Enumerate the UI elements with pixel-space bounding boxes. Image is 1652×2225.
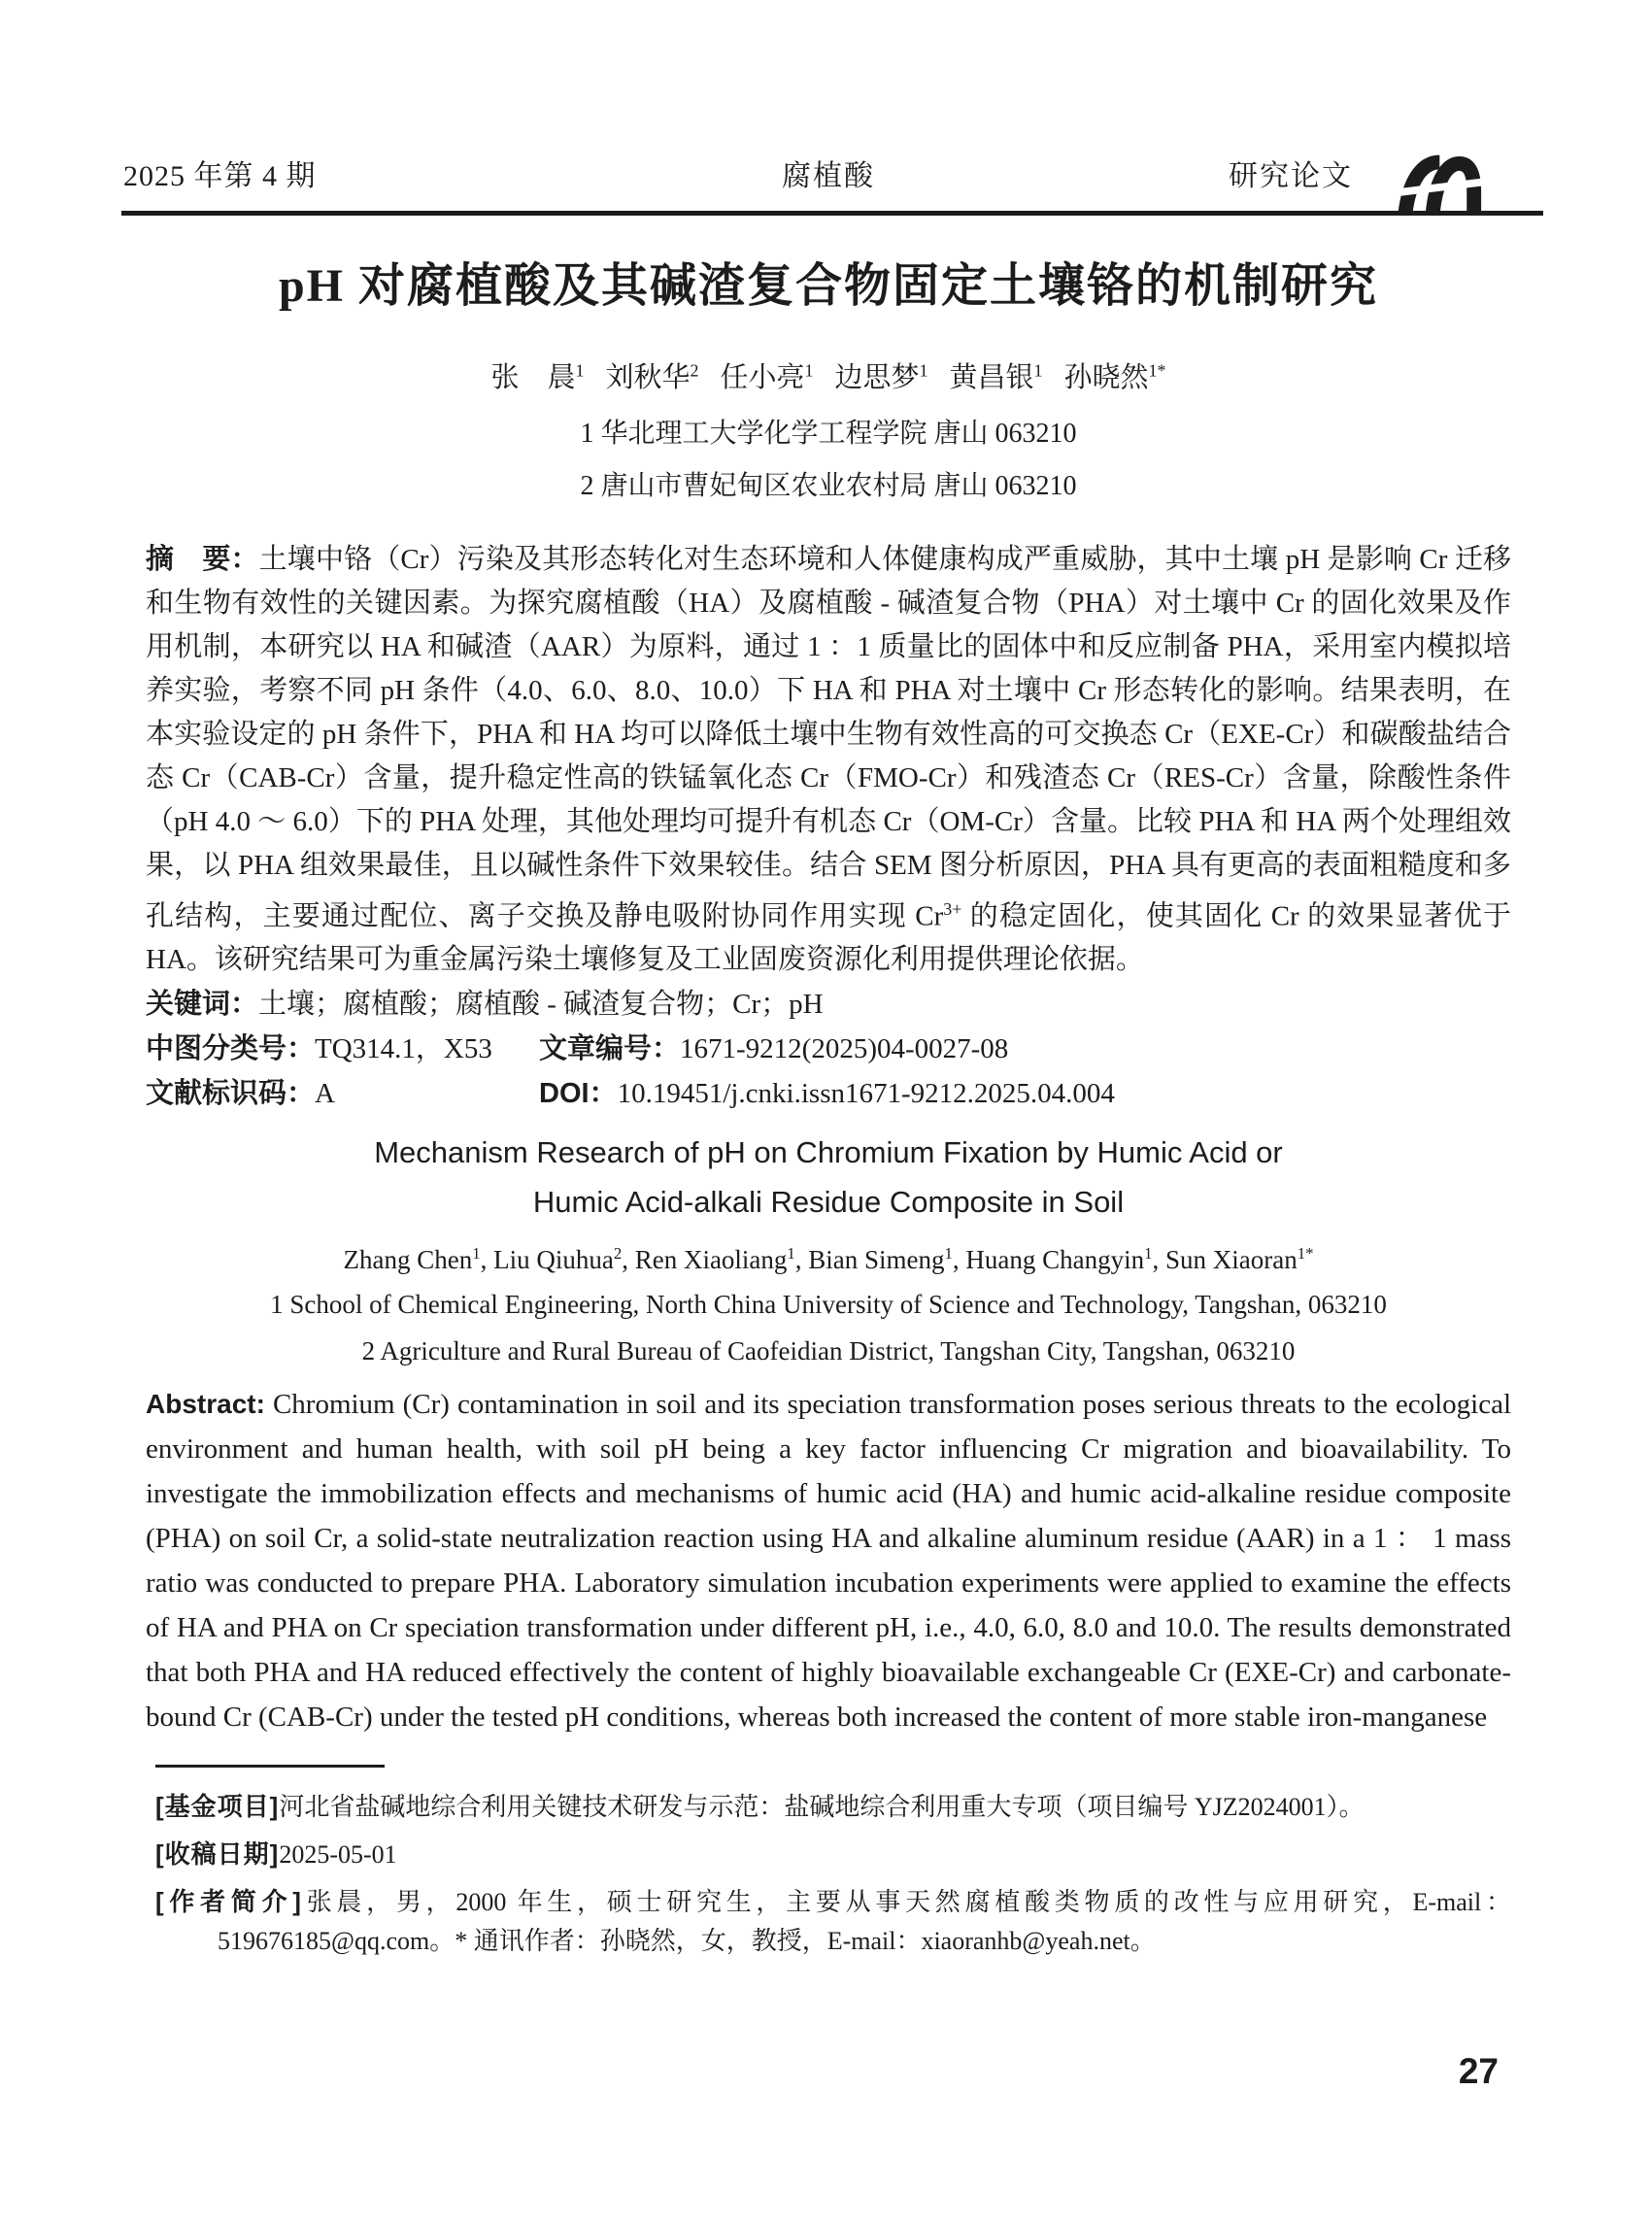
author-affil-sup: 1	[1144, 1244, 1153, 1264]
journal-logo-icon	[1396, 153, 1485, 216]
author-cn	[950, 362, 1043, 393]
author-en	[635, 1245, 809, 1274]
author-name: 孙晓然	[1063, 361, 1149, 393]
author-affil-sup: 1	[472, 1244, 481, 1264]
author-en	[1165, 1245, 1313, 1274]
footnote-fund	[155, 1787, 1511, 1827]
doi-label: DOI：	[539, 1078, 618, 1110]
abstract-cn	[146, 538, 1511, 983]
keywords-line	[146, 982, 1511, 1027]
article-body	[146, 233, 1511, 1969]
header-rule	[121, 211, 1543, 216]
authors-en	[146, 1232, 1511, 1281]
author-affil-sup: 1	[804, 360, 814, 380]
author-affil-sup: 1	[575, 360, 585, 380]
author-separator: ,	[952, 1245, 966, 1275]
paper-title-en	[146, 1128, 1511, 1227]
author-affil-sup: 1	[1033, 360, 1043, 380]
affiliation-cn-1: 1 华北理工大学化学工程学院 唐山 063210	[580, 418, 1077, 449]
author-cn	[606, 362, 699, 393]
clc-label: 中图分类号：	[146, 1033, 316, 1065]
doc-code-label: 文献标识码：	[146, 1078, 316, 1110]
clc-group	[146, 1027, 539, 1071]
title-en-line1: Mechanism Research of pH on Chromium Fixation by Humic Acid or	[374, 1135, 1283, 1170]
abstract-cn-text-1: 土壤中铬（Cr）污染及其形态转化对生态环境和人体健康构成严重威胁，其中土壤 pH 是影响 Cr 迁移和生物有效性的关键因素。为探究腐植酸（HA）及腐植酸 - 碱渣复合物（PHA）对土壤中 Cr 的固化效果及作用机制，本研究以 HA 和碱渣（AAR）为原料，通过 1 ：1 质量比的固体中和反应制备 PHA，采用室内模拟培养实验，考察不同 pH 条件（4.0、6.0、8.0、10.0）下 HA 和 PHA 对土壤中 Cr 形态转化的影响。结果表明，在本实验设定的 pH 条件下，PHA 和 HA 均可以降低土壤中生物有效性高的可交换态 Cr（EXE-Cr）和碳酸盐结合态 Cr（CAB-Cr）含量，提升稳定性高的铁锰氧化态 Cr（FMO-Cr）和残渣态 Cr（RES-Cr）含量，除酸性条件（pH 4.0 ～ 6.0）下的 PHA 处理，其他处理均可提升有机态 Cr（OM-Cr）含量。比较 PHA 和 HA 两个处理组效果，以 PHA 组效果最佳，且以碱性条件下效果较佳。结合 SEM 图分析原因，PHA 具有更高的表面粗糙度和多孔结构，主要通过配位、离子交换及静电吸附协同作用实现 Cr	[146, 543, 1511, 932]
author-en	[808, 1245, 965, 1274]
author-name: Bian Simeng	[808, 1245, 945, 1275]
abstract-cn-label: 摘 要：	[146, 543, 259, 575]
keywords-label: 关键词：	[146, 989, 259, 1021]
author-affil-sup: 2	[613, 1244, 623, 1264]
author-separator: ,	[1152, 1245, 1166, 1275]
footnote-divider	[155, 1765, 385, 1768]
abstract-en-label: Abstract:	[146, 1389, 265, 1420]
author-name: 刘秋华	[605, 361, 691, 393]
author-separator: ,	[622, 1245, 635, 1275]
footnote-bio-text: 张晨，男，2000 年生，硕士研究生，主要从事天然腐植酸类物质的改性与应用研究，E-mail：519676185@qq.com。* 通讯作者：孙晓然，女，教授，E-mail：xiaoranhb@yeah.net。	[218, 1888, 1511, 1956]
author-name: 边思梦	[834, 361, 920, 393]
authors-cn	[146, 350, 1511, 398]
footnote-fund-label: [基金项目]	[155, 1792, 280, 1822]
doi-group	[539, 1078, 1115, 1109]
affiliation-en-1: 1 School of Chemical Engineering, North China University of Science and Technology, Tangshan, 063210	[270, 1290, 1387, 1320]
abstract-en-text: Chromium (Cr) contamination in soil and its speciation transformation poses serious threats to the ecological environment and human health, with soil pH being a key factor influencing Cr migration and bioavailability. To investigate the immobilization effects and mechanisms of humic acid (HA) and humic acid-alkaline residue composite (PHA) on soil Cr, a solid-state neutralization reaction using HA and alkaline aluminum residue (AAR) in a 1 ： 1 mass ratio was conducted to prepare PHA. Laboratory simulation incubation experiments were applied to examine the effects of HA and PHA on Cr speciation transformation under different pH, i.e., 4.0, 6.0, 8.0 and 10.0. The results demonstrated that both PHA and HA reduced effectively the content of highly bioavailable exchangeable Cr (EXE-Cr) and carbonate-bound Cr (CAB-Cr) under the tested pH conditions, whereas both increased the content of more stable iron-manganese	[146, 1389, 1511, 1734]
article-id-group	[539, 1033, 1008, 1064]
author-affil-sup: 1*	[1148, 360, 1166, 380]
footnote-received-date	[155, 1835, 1511, 1874]
author-name: 任小亮	[720, 361, 805, 393]
keywords-text: 土壤；腐植酸；腐植酸 - 碱渣复合物；Cr；pH	[258, 989, 824, 1021]
affiliation-en-2: 2 Agriculture and Rural Bureau of Caofeidian District, Tangshan City, Tangshan, 063210	[361, 1336, 1296, 1366]
doi-value: 10.19451/j.cnki.issn1671-9212.2025.04.004	[617, 1078, 1115, 1110]
doc-code-group	[146, 1071, 539, 1116]
author-name: Sun Xiaoran	[1165, 1245, 1298, 1275]
section-label: 研究论文	[1229, 160, 1353, 192]
author-name: Huang Changyin	[965, 1245, 1145, 1275]
article-id-label: 文章编号：	[539, 1033, 681, 1065]
footnote-author-bio	[155, 1882, 1511, 1961]
page-number: 27	[1458, 2051, 1499, 2091]
abstract-cn-text-2: 的稳定固化，使其固化 Cr 的效果显著优于 HA。该研究结果可为重金属污染土壤修复及工业固废资源化利用提供理论依据。	[146, 900, 1511, 976]
abstract-en	[146, 1382, 1511, 1739]
author-affil-sup: 1	[919, 360, 928, 380]
author-affil-sup: 1*	[1297, 1244, 1314, 1264]
clc-line	[146, 1027, 1511, 1071]
author-name: Ren Xiaoliang	[634, 1245, 788, 1275]
author-en	[343, 1245, 493, 1274]
affiliations-cn	[146, 408, 1511, 513]
footnote-received-label: [收稿日期]	[155, 1839, 280, 1870]
clc-value: TQ314.1，X53	[315, 1033, 492, 1065]
footnote-received-text: 2025-05-01	[279, 1840, 397, 1870]
footnote-bio-label: [作者简介]	[155, 1887, 302, 1917]
author-separator: ,	[794, 1245, 809, 1275]
footnote-fund-text: 河北省盐碱地综合利用关键技术研发与示范：盐碱地综合利用重大专项（项目编号 YJZ2024001）。	[279, 1793, 1365, 1822]
author-separator: ,	[480, 1245, 494, 1275]
author-name: 张 晨	[490, 361, 576, 393]
title-en-line2: Humic Acid-alkali Residue Composite in Soil	[532, 1185, 1125, 1220]
paper-title: pH 对腐植酸及其碱渣复合物固定土壤铬的机制研究	[278, 260, 1379, 312]
article-id-value: 1671-9212(2025)04-0027-08	[680, 1033, 1009, 1065]
author-affil-sup: 2	[690, 360, 699, 380]
footnotes	[155, 1787, 1511, 1961]
doc-code-line	[146, 1071, 1511, 1116]
author-en	[493, 1245, 635, 1274]
author-cn	[1064, 362, 1166, 393]
affiliation-cn-2: 2 唐山市曹妃甸区农业农村局 唐山 063210	[580, 470, 1077, 501]
running-head	[121, 136, 1535, 214]
author-affil-sup: 1	[944, 1244, 953, 1264]
doc-code-value: A	[315, 1078, 335, 1110]
author-name: Liu Qiuhua	[493, 1245, 614, 1275]
issue-label: 2025 年第 4 期	[123, 160, 317, 192]
journal-name: 腐植酸	[782, 160, 875, 192]
cr-ion-superscript: 3+	[943, 898, 962, 919]
author-en	[965, 1245, 1165, 1274]
author-name: 黄昌银	[949, 361, 1034, 393]
author-cn	[835, 362, 928, 393]
author-cn	[491, 362, 585, 393]
author-cn	[721, 362, 814, 393]
author-name: Zhang Chen	[343, 1245, 473, 1275]
author-affil-sup: 1	[787, 1244, 795, 1264]
